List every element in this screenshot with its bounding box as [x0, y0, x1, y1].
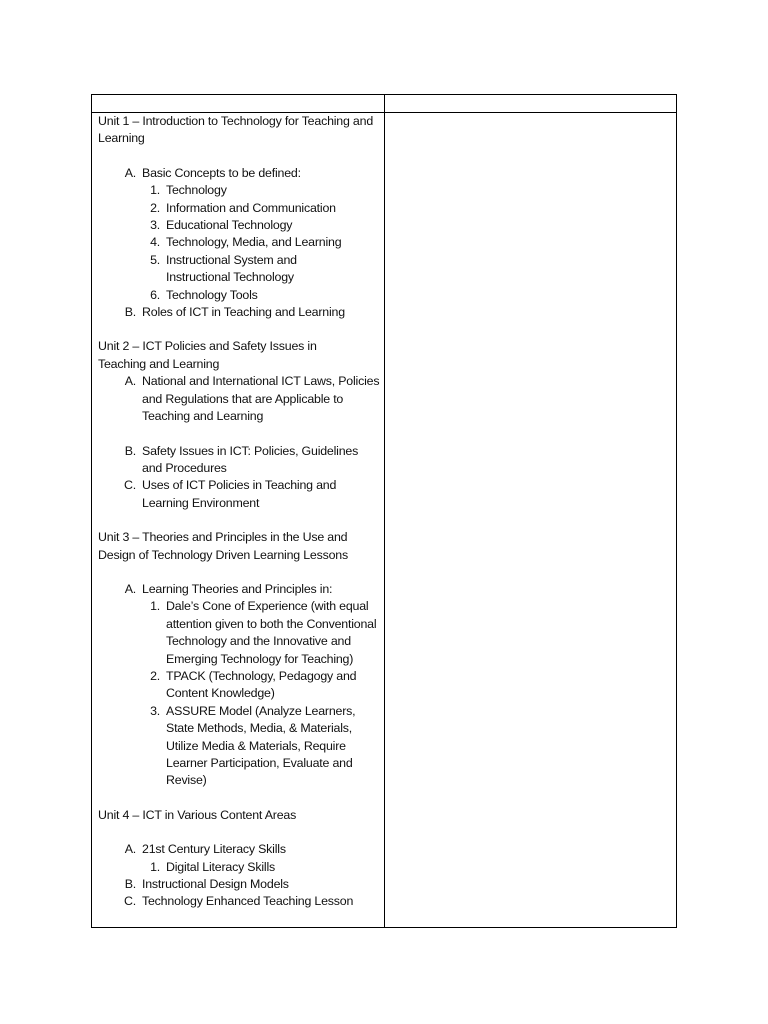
list-item: 2. TPACK (Technology, Pedagogy and Content Knowledge)	[150, 668, 357, 701]
list-item: C. Uses of ICT Policies in Teaching and Learning Environment	[124, 478, 337, 510]
unit-3-title: Unit 3 – Theories and Principles in the Use and Design of Technology Driven Learning Lessons	[98, 530, 348, 562]
unit-1-title: Unit 1 – Introduction to Technology for Teaching and Learning	[98, 114, 374, 146]
list-item: 1. Dale’s Cone of Experience (with equal attention given to both the Conventional Technology and the Innovative and Emerging Technology for Teaching)	[150, 599, 377, 666]
list-item: B. Safety Issues in ICT: Policies, Guidelines and Procedures	[124, 443, 359, 475]
list-item: 1. Technology	[150, 183, 227, 198]
unit-4-title: Unit 4 – ICT in Various Content Areas	[98, 807, 297, 822]
list-item: A. Learning Theories and Principles in:	[124, 581, 333, 596]
list-item: 6. Technology Tools	[150, 287, 258, 302]
list-item: 5. Instructional System and Instructional Technology	[150, 252, 297, 285]
list-item: A. Basic Concepts to be defined:	[124, 165, 301, 180]
column-divider	[384, 95, 385, 927]
list-item: 1. Digital Literacy Skills	[150, 859, 276, 874]
list-item: A. 21st Century Literacy Skills	[124, 842, 286, 857]
list-item: B. Roles of ICT in Teaching and Learning	[124, 305, 345, 320]
list-item: C. Technology Enhanced Teaching Lesson	[124, 894, 354, 909]
syllabus-table	[91, 94, 677, 928]
unit-2-title: Unit 2 – ICT Policies and Safety Issues in Teaching and Learning	[98, 339, 317, 371]
list-item: 2. Information and Communication	[150, 200, 336, 215]
list-item: 3. Educational Technology	[150, 218, 293, 233]
list-item: 3. ASSURE Model (Analyze Learners, State Methods, Media, & Materials, Utilize Media & Materials, Require Learner Participation, Evaluate and Revise)	[150, 703, 356, 788]
list-item: B. Instructional Design Models	[124, 877, 289, 892]
list-item: A. National and International ICT Laws, Policies and Regulations that are Applicable to Teaching and Learning	[124, 374, 380, 424]
list-item: 4. Technology, Media, and Learning	[150, 235, 342, 250]
content-cell	[98, 113, 380, 911]
